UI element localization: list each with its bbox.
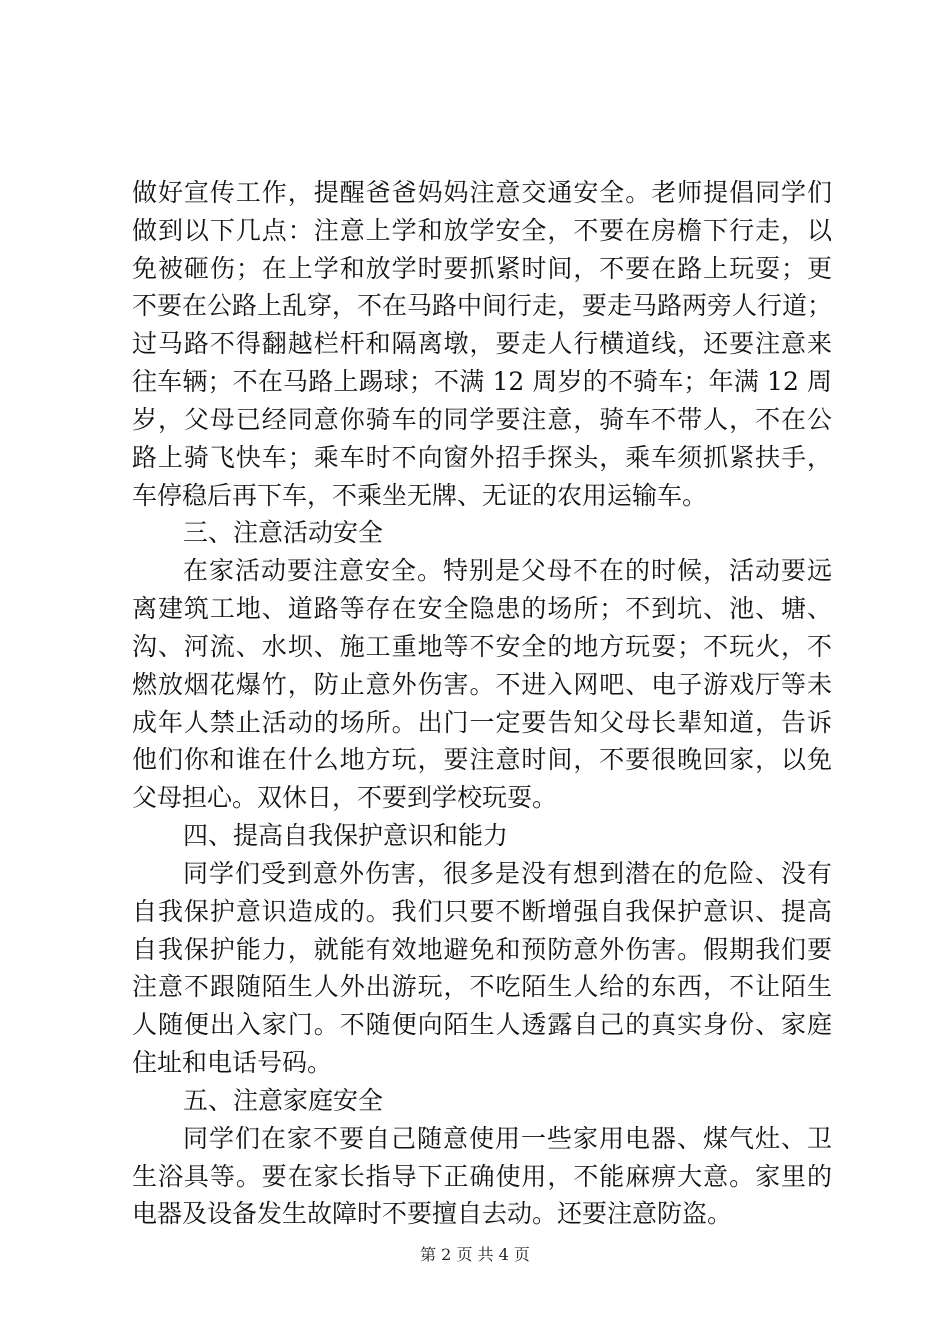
body-line: 自我保护意识造成的。我们只要不断增强自我保护意识、提高: [132, 897, 832, 926]
body-line: 路上骑飞快车；乘车时不向窗外招手探头，乘车须抓紧扶手，: [132, 443, 832, 472]
body-line: 生浴具等。要在家长指导下正确使用，不能麻痹大意。家里的: [132, 1162, 832, 1191]
body-line: 电器及设备发生故障时不要擅自去动。还要注意防盗。: [132, 1199, 733, 1228]
body-line: 过马路不得翻越栏杆和隔离墩，要走人行横道线，还要注意来: [132, 329, 832, 358]
body-line: 做好宣传工作，提醒爸爸妈妈注意交通安全。老师提倡同学们: [132, 178, 832, 207]
body-line: 自我保护能力，就能有效地避免和预防意外伤害。假期我们要: [132, 935, 832, 964]
body-line: 注意不跟随陌生人外出游玩，不吃陌生人给的东西，不让陌生: [132, 972, 832, 1001]
body-line: 车停稳后再下车，不乘坐无牌、无证的农用运输车。: [132, 481, 708, 510]
body-line: 他们你和谁在什么地方玩，要注意时间，不要很晚回家，以免: [132, 745, 832, 774]
section-heading: 三、注意活动安全: [183, 518, 384, 547]
body-line: 住址和电话号码。: [132, 1048, 333, 1077]
page-footer: 第 2 页 共 4 页: [420, 1245, 530, 1264]
body-line: 不要在公路上乱穿，不在马路中间行走，要走马路两旁人行道；: [132, 291, 833, 320]
body-line: 同学们受到意外伤害，很多是没有想到潜在的危险、没有: [183, 859, 832, 888]
body-line: 人随便出入家门。不随便向陌生人透露自己的真实身份、家庭: [132, 1010, 832, 1039]
body-line: 在家活动要注意安全。特别是父母不在的时候，活动要远: [183, 556, 832, 585]
body-line: 成年人禁止活动的场所。出门一定要告知父母长辈知道，告诉: [132, 708, 832, 737]
body-line: 同学们在家不要自己随意使用一些家用电器、煤气灶、卫: [183, 1124, 832, 1153]
body-line: 沟、河流、水坝、施工重地等不安全的地方玩耍；不玩火，不: [132, 632, 832, 661]
body-line: 做到以下几点：注意上学和放学安全，不要在房檐下行走，以: [132, 216, 832, 245]
body-line: 离建筑工地、道路等存在安全隐患的场所；不到坑、池、塘、: [132, 594, 832, 623]
body-line: 燃放烟花爆竹，防止意外伤害。不进入网吧、电子游戏厅等未: [132, 670, 832, 699]
section-heading: 四、提高自我保护意识和能力: [183, 821, 509, 850]
body-line: 往车辆；不在马路上踢球；不满 12 周岁的不骑车；年满 12 周: [132, 367, 832, 396]
body-line: 免被砸伤；在上学和放学时要抓紧时间，不要在路上玩耍；更: [132, 254, 832, 283]
section-heading: 五、注意家庭安全: [183, 1086, 384, 1115]
body-line: 岁，父母已经同意你骑车的同学要注意，骑车不带人，不在公: [132, 405, 832, 434]
body-line: 父母担心。双休日，不要到学校玩耍。: [132, 783, 558, 812]
